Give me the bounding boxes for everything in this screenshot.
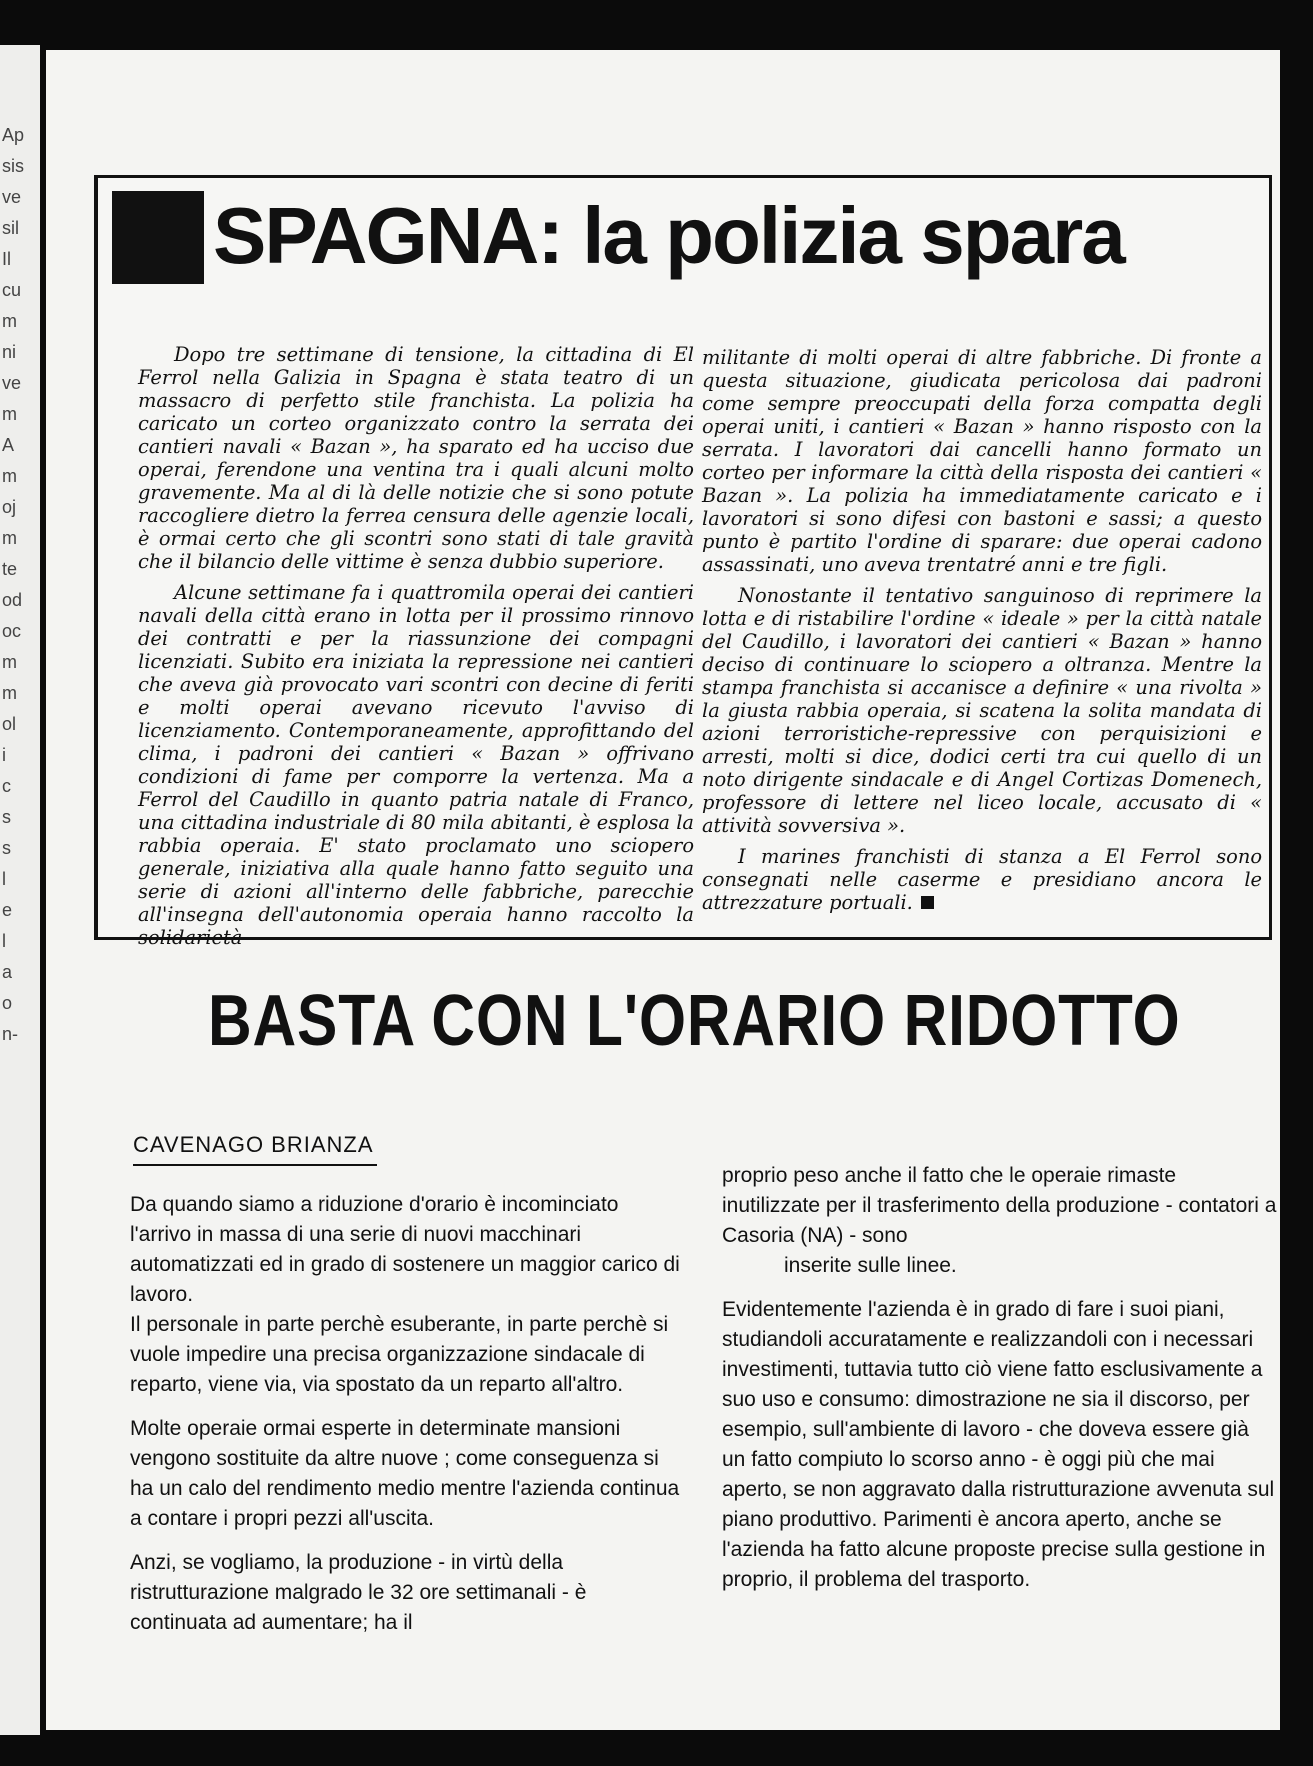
margin-fragment: s [2,807,11,827]
margin-fragment: a [2,962,13,982]
adjacent-page-margin [0,45,40,1735]
margin-fragment: ve [2,373,22,393]
margin-fragment: m [2,683,17,703]
margin-fragment: l [2,869,6,889]
margin-fragment: i [2,745,6,765]
orario-paragraph: Evidentemente l'azienda è in grado di fare i suoi piani, studiandoli accuratamente e realizzandoli con i necessari investimenti, tuttavia tutto ciò viene fatto esclusivamente a suo uso e consumo: dimostrazione ne sia il discorso, per esempio, sull'ambiente di lavoro - che doveva essere già un fatto compiuto lo scorso anno - è oggi più che mai aperto, se non aggravato dalla ristrutturazione avvenuta sul piano produttivo. Parimenti è ancora aperto, anche se l'azienda ha fatto alcune proposte precise sulla gestione in proprio, il problema del trasporto. [722,1298,1275,1591]
spagna-paragraph: Alcune settimane fa i quattromila operai dei cantieri navali della città erano in lotta per il prossimo rinnovo dei contratti e per la riassunzione dei compagni licenziati. Subito era iniziata la repressione nei cantieri che aveva già provocato vari scontri con decine di feriti e molti operai avevano ricevuto l'avviso di licenziamento. Contemporaneamente, approfittando del clima, i padroni dei cantieri « Bazan » offrivano condizioni di fame per comporre la vertenza. Ma a Ferrol del Caudillo in quanto patria natale di Franco, una cittadina industriale di 80 mila abitanti, è esplosa la rabbia operaia. E' stato proclamato uno sciopero generale, iniziativa alla quale hanno fatto seguito una serie di azioni all'interno delle fabbriche, parecchie all'insegna dell'autonomia operaia hanno raccolto la solidarietà [138,581,694,949]
orario-paragraph: inserite sulle linee. [784,1254,957,1277]
orario-paragraph: Molte operaie ormai esperte in determinate mansioni vengono sostituite da altre nuove ; come conseguenza si ha un calo del rendimento medio mentre l'azienda continua a contare i propri pezzi all'uscita. [130,1417,680,1530]
margin-fragment: Il [2,249,11,269]
orario-byline: CAVENAGO BRIANZA [133,1132,377,1166]
newspaper-page [46,50,1280,1730]
margin-fragment: m [2,652,17,672]
margin-fragment: m [2,528,17,548]
margin-fragment: l [2,931,6,951]
margin-fragment: A [2,435,15,455]
margin-fragment: m [2,311,17,331]
orario-column-1 [130,1190,685,1652]
orario-paragraph: proprio peso anche il fatto che le operaie rimaste inutilizzate per il trasferimento della produzione - contatori a Casoria (NA) - sono [722,1164,1277,1247]
spagna-headline: SPAGNA: la polizia spara [213,191,1124,280]
end-of-article-mark [921,896,934,909]
margin-fragment: Ap [2,125,25,145]
black-square-mark [112,191,204,284]
margin-fragment: cu [2,280,22,300]
margin-fragment: ni [2,342,17,362]
margin-fragment: c [2,776,11,796]
spagna-article-box [94,175,1272,949]
margin-fragment: od [2,590,23,610]
orario-paragraph: Da quando siamo a riduzione d'orario è incominciato l'arrivo in massa di una serie di nuovi macchinari automatizzati ed in grado di sostenere un maggior carico di lavoro. [130,1193,680,1306]
margin-fragment: s [2,838,11,858]
orario-headline: BASTA CON L'ORARIO RIDOTTO [208,981,1181,1061]
spagna-paragraph: militante di molti operai di altre fabbriche. Di fronte a questa situazione, giudicata pericolosa dai padroni come sempre preoccupati della forza compatta degli operai uniti, i cantieri « Bazan » hanno risposto con la serrata. I lavoratori dai cancelli hanno formato un corteo per informare la città della risposta dei cantieri « Bazan ». La polizia ha immediatamente caricato e i lavoratori si sono difesi con bastoni e sassi; a questo punto è partito l'ordine di sparare: due operai cadono assassinati, uno aveva trentatré anni e tre figli. [702,346,1262,576]
margin-fragment: e [2,900,13,920]
margin-fragment: m [2,466,17,486]
margin-fragment: ve [2,187,22,207]
margin-fragment: te [2,559,18,579]
margin-fragment: sil [2,218,19,238]
margin-fragment: oj [2,497,17,517]
margin-fragment: o [2,993,13,1013]
margin-fragment: n- [2,1024,19,1044]
margin-fragment: m [2,404,17,424]
margin-fragment: oc [2,621,22,641]
spagna-column-2 [702,346,1262,914]
orario-column-2 [722,1161,1277,1609]
orario-paragraph: Anzi, se vogliamo, la produzione - in virtù della ristrutturazione malgrado le 32 ore settimanali - è continuata ad aumentare; ha il [130,1551,587,1634]
margin-fragment: sis [2,156,24,176]
spagna-last-text: I marines franchisti di stanza a El Ferrol sono consegnati nelle caserme e presidiano ancora le attrezzature portuali. [702,845,1262,914]
spagna-column-1 [138,343,694,949]
spagna-paragraph: Dopo tre settimane di tensione, la cittadina di El Ferrol nella Galizia in Spagna è stata teatro di un massacro di perfetto stile franchista. La polizia ha caricato un corteo organizzato contro la serrata dei cantieri navali « Bazan », ha sparato ed ha ucciso due operai, ferendone una ventina tra i quali alcuni molto gravemente. Ma al di là delle notizie che si sono potute raccogliere dietro la ferrea censura delle agenzie locali, è ormai certo che gli scontri sono stati di tale gravità che il bilancio delle vittime è senza dubbio superiore. [138,343,694,573]
orario-paragraph: Il personale in parte perchè esuberante, in parte perchè si vuole impedire una precisa organizzazione sindacale di reparto, viene via, via spostato da un reparto all'altro. [130,1313,669,1396]
margin-fragment: ol [2,714,17,734]
spagna-paragraph-last [702,845,1262,914]
spagna-paragraph: Nonostante il tentativo sanguinoso di reprimere la lotta e di ristabilire l'ordine « ideale » per la città natale del Caudillo, i lavoratori dei cantieri « Bazan » hanno deciso di continuare lo sciopero a oltranza. Mentre la stampa franchista si accanisce a definire « una rivolta » la giusta rabbia operaia, si scatena la solita mandata di azioni terroristiche-repressive con perquisizioni e arresti, molti si dice, dodici certi tra cui quello di un noto dirigente sindacale e di Angel Cortizas Domenech, professore di lettere nel liceo locale, accusato di « attività sovversiva ». [702,584,1262,837]
